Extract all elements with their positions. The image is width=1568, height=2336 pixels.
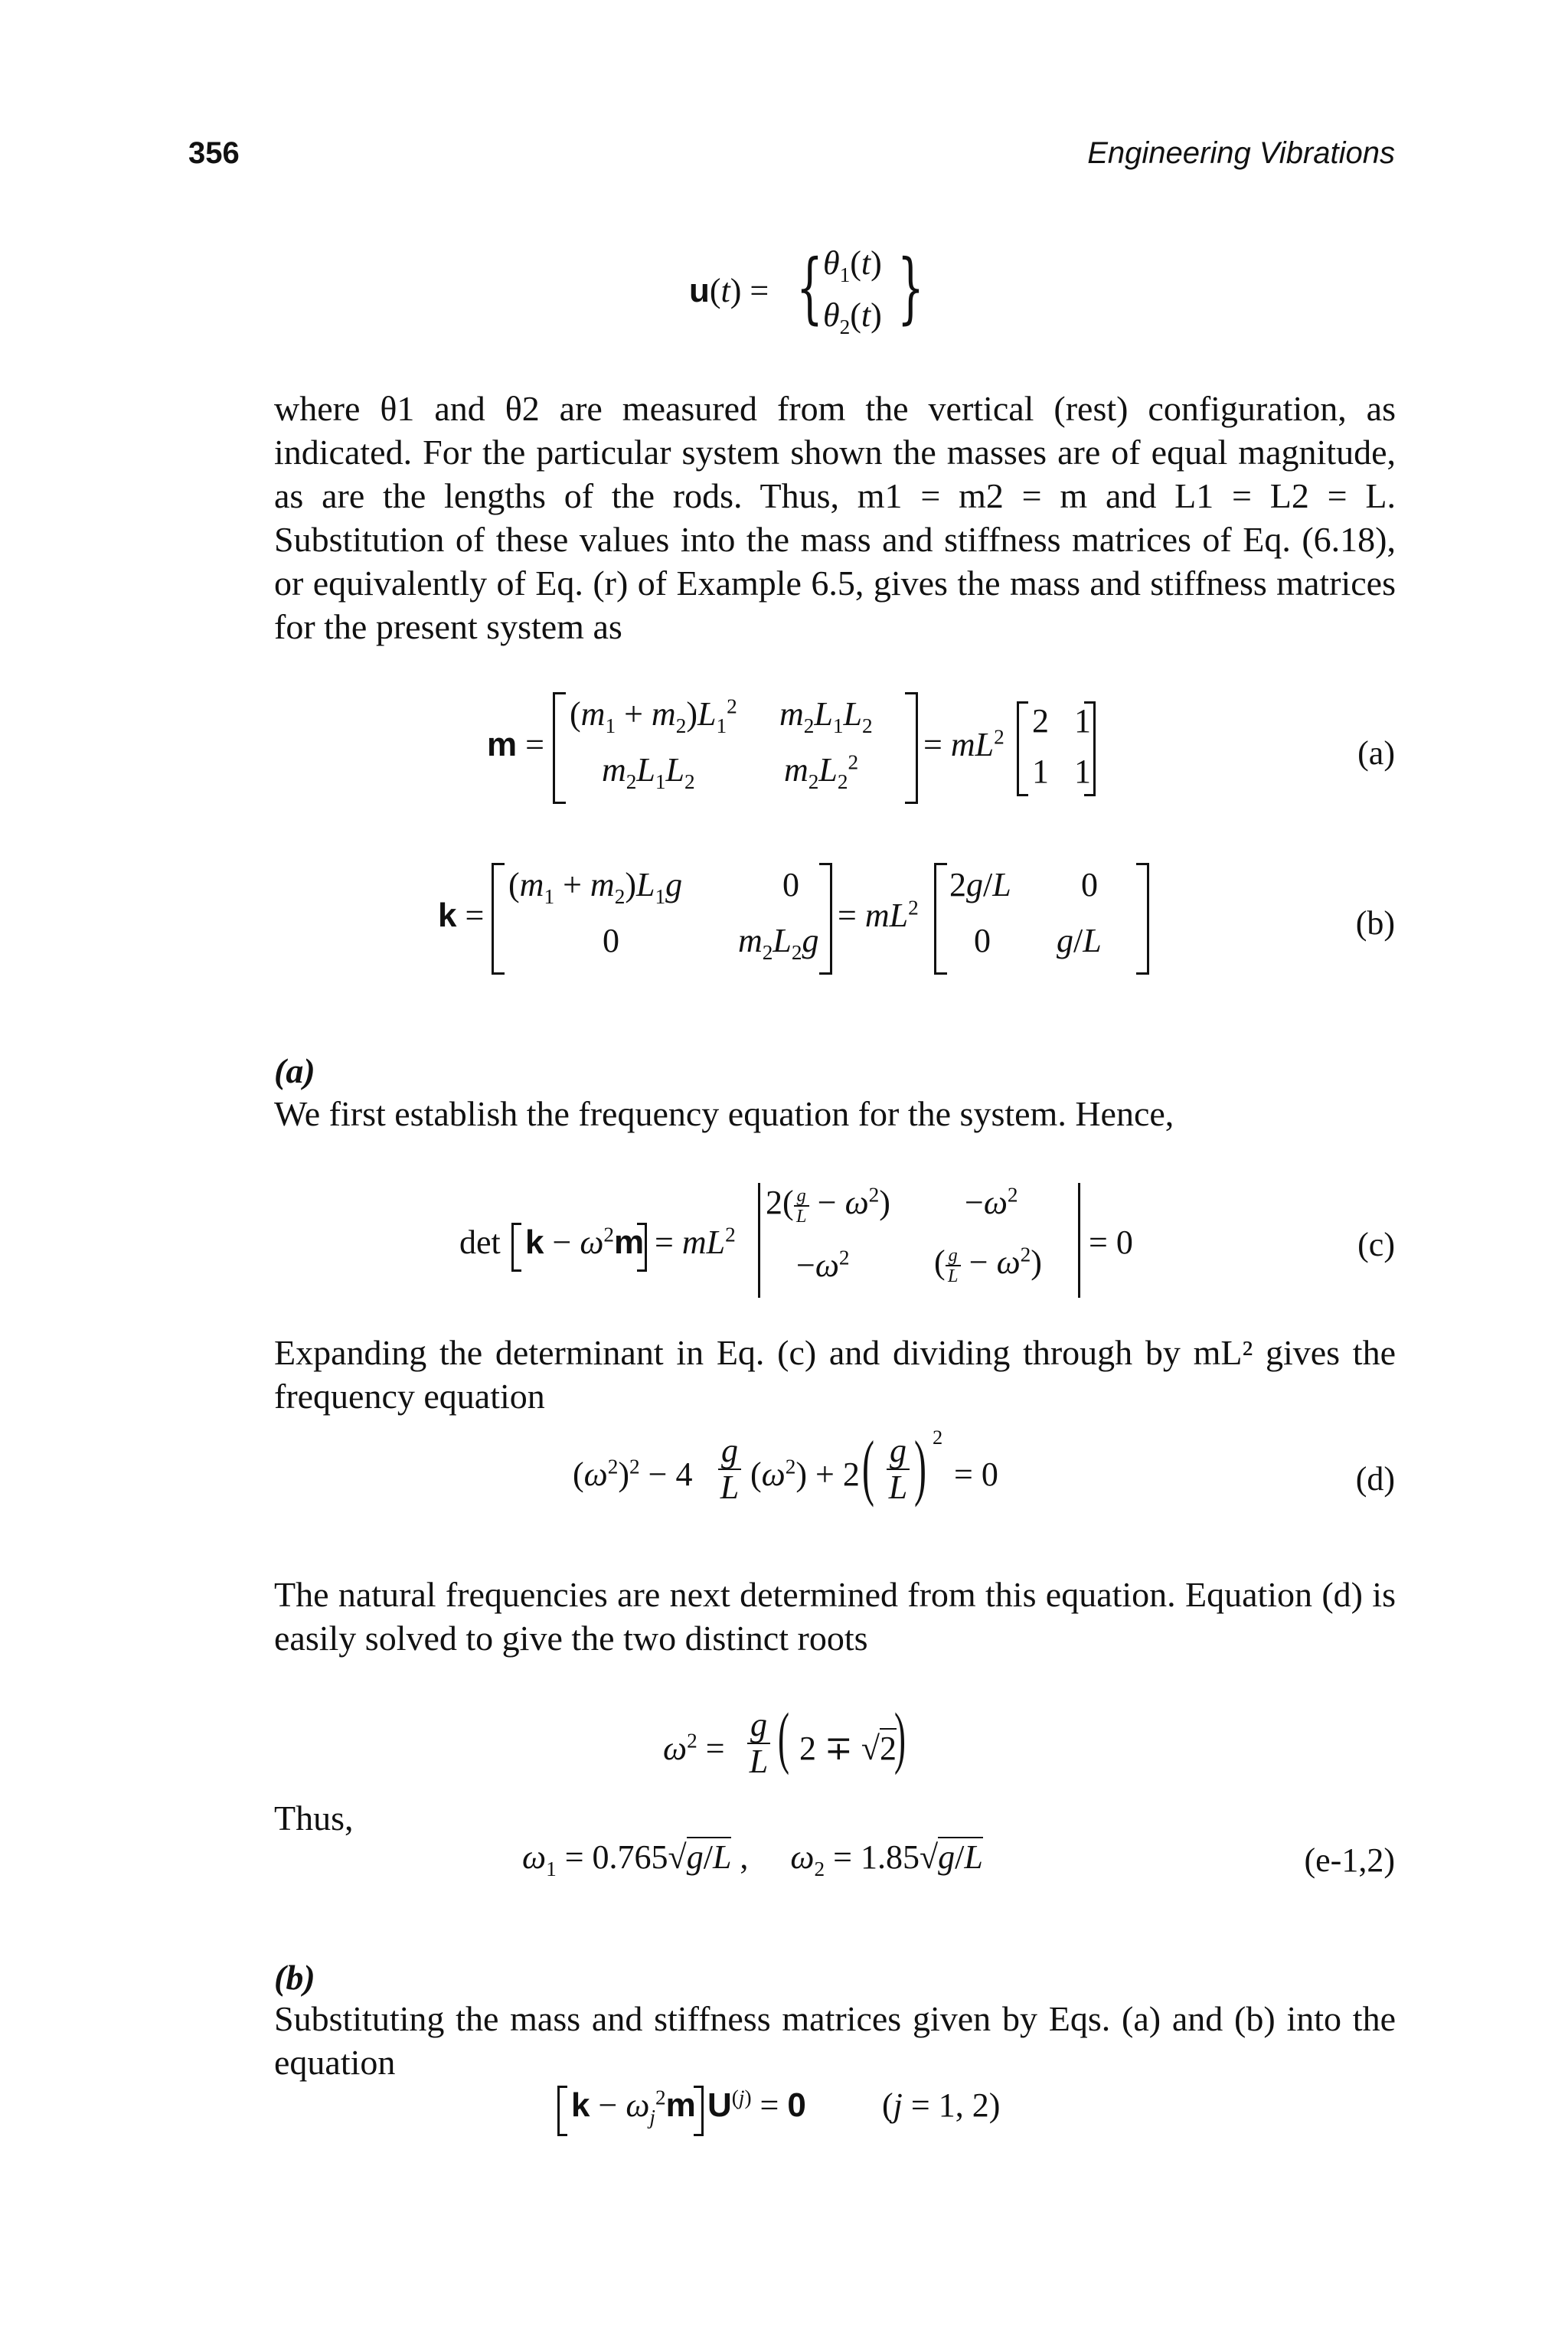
paragraph-where: where θ1 and θ2 are measured from the vertical (rest) configuration, as indicated. For the particular system shown the masses are of equal magnitude, as are the lengths of the rods. Thus, m1 = m2 = m and L1 = L2 = L. Substitution of these values into the mass and stiffness matrices of Eq. (6.18), or equivalently of Eq. (r) of Example 6.5, gives the mass and stiffness matrices for the present system as [274, 389, 1396, 646]
omega1-value: 0.765 [592, 1838, 668, 1876]
eigenvalue-equation: $k - \omega_j^2m$ $U^{(j)} = 0$ (j = 1, 2) [557, 2081, 1032, 2150]
mass-matrix-equation: m = $(m_1 + m_2)L_1^2$ $m_2L_1L_2$ $m_2L_1L_2$ $m_2L_2^2$ = $mL^2$ 2 1 1 1 [487, 691, 1115, 805]
paragraph-frequency-intro: We first establish the frequency equation for the system. Hence, [274, 1094, 1174, 1133]
equation-number-e: (e-1,2) [1304, 1841, 1395, 1879]
determinant-equation: det $k - \omega^2m$ = $mL^2$ 2( $\frac{g}{L}$ − $\omega^2$) $-\omega^2$ $-\omega^2$ ( $\frac{g}{L}$ − $\omega^2$) = 0 [459, 1183, 1148, 1305]
displacement-vector-equation: u(t) = { $\theta_1(t)$ $\theta_2(t)$ } [689, 243, 924, 338]
stiffness-matrix-equation: k = $(m_1 + m_2)L_1g$ 0 0 $m_2L_2g$ = $mL^2$ 2g/L 0 0 g/L [438, 861, 1173, 976]
label-thus: Thus, [274, 1799, 354, 1838]
equation-number-a: (a) [1357, 734, 1395, 772]
paragraph-expanding: Expanding the determinant in Eq. (c) and dividing through by mL² gives the frequency equation [274, 1333, 1396, 1416]
paragraph-natural-frequencies: The natural frequencies are next determined from this equation. Equation (d) is easily solved to give the two distinct roots [274, 1575, 1396, 1658]
equation-number-c: (c) [1357, 1226, 1395, 1263]
part-label-b: (b) [274, 1958, 315, 1997]
roots-equation: $\omega^2$ = $\frac{g}{L}$ ( 2 ∓ √2 ) [663, 1700, 906, 1781]
omega2-value: 1.85 [860, 1838, 920, 1876]
part-label-a: (a) [274, 1051, 315, 1090]
frequency-equation: $(\omega^2)^2 - 4$ $\frac{g}{L}$ $(\omega^2) + 2$ ( $\frac{g}{L}$ ) 2 = 0 [573, 1426, 998, 1508]
equation-number-d: (d) [1355, 1460, 1395, 1498]
natural-frequencies-equation: $\omega_1 = 0.765√g/L$ , $\omega_2 = 1.85√g/L$ [522, 1838, 983, 1880]
running-header-title: Engineering Vibrations [1087, 136, 1395, 170]
equation-number-b: (b) [1355, 904, 1395, 942]
paragraph-substituting: Substituting the mass and stiffness matrices given by Eqs. (a) and (b) into the equation [274, 1999, 1396, 2082]
page-number: 356 [188, 136, 240, 170]
